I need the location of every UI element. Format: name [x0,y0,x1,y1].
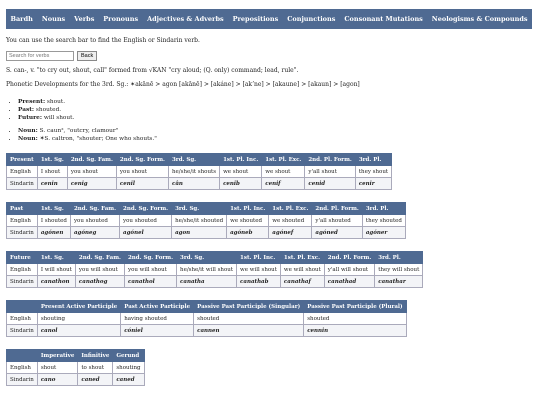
column-header: 3rd. Sg. [172,203,227,215]
nav-nouns[interactable]: Nouns [41,15,66,23]
table-row [7,215,406,227]
list-item: • Past: shouted. [18,106,74,114]
column-header: 1st. Pl. Inc. [227,203,269,215]
table-cell: I shouted [37,215,70,227]
table-row [7,178,392,190]
row-label: Sindarin [7,276,38,288]
table-cell: cenif [262,178,305,190]
row-label: English [7,264,38,276]
row-label: Sindarin [7,227,38,239]
table-row [7,313,407,325]
table-row [7,227,406,239]
column-header: Passive Past Participle (Singular) [194,301,304,313]
table-cell: agóneb [227,227,269,239]
nav-verbs[interactable]: Verbs [74,15,95,23]
table-row [7,166,392,178]
nav-bardh[interactable]: Bardh [10,15,33,23]
search-bar [6,51,97,61]
column-header: 2nd. Pl. Form. [305,154,355,166]
row-label: English [7,166,38,178]
column-header: 1st. Pl. Inc. [237,252,281,264]
column-header: 2nd. Sg. Fam. [70,203,119,215]
table-cell: canathad [324,276,374,288]
list-item: • Noun: S. caun², "outcry, clamour" [18,127,157,135]
table-cell: shout [37,362,78,374]
table-row [7,374,145,386]
column-header: Gerund [113,350,144,362]
nav-prepositions[interactable]: Prepositions [232,15,279,23]
column-header: Past [7,203,38,215]
tense-list [6,98,74,122]
table-cell: agóneg [70,227,119,239]
column-header: 3rd. Pl. [355,154,391,166]
table-cell: you shouted [70,215,119,227]
table-cell: canathon [37,276,75,288]
table-cell: cân [168,178,219,190]
table-cell: canathol [124,276,176,288]
column-header: Passive Past Participle (Plural) [304,301,406,313]
table-cell: caned [78,374,113,386]
nav-neologisms-compounds[interactable]: Neologisms & Compounds [431,15,528,23]
table-cell: you will shout [124,264,176,276]
table-cell: I will shout [37,264,75,276]
nav-adjectives-adverbs[interactable]: Adjectives & Adverbs [147,15,224,23]
column-header [7,350,38,362]
table-cell: shouting [113,362,144,374]
future-table [6,251,423,288]
table-cell: canathab [237,276,281,288]
table-cell: he/she/it shouted [172,215,227,227]
table-cell: shouted [304,313,406,325]
table-cell: we will shout [237,264,281,276]
table-cell: y'all shout [305,166,355,178]
table-cell: agónen [37,227,70,239]
table-cell: cenir [355,178,391,190]
intro-text: You can use the search bar to find the English or Sindarin verb. [6,37,200,44]
imperative-table [6,349,145,386]
table-cell: you shout [67,166,116,178]
column-header: Infinitive [78,350,113,362]
table-cell: cóniel [121,325,194,337]
table-cell: canathog [75,276,124,288]
table-cell: canathar [375,276,423,288]
column-header: 1st. Sg. [37,203,70,215]
table-cell: we shout [220,166,262,178]
column-header: Present [7,154,38,166]
table-cell: canathaf [280,276,324,288]
column-header: 1st. Sg. [37,154,67,166]
table-cell: I shout [37,166,67,178]
table-cell: agónef [269,227,312,239]
table-cell: he/she/it will shout [177,264,237,276]
table-cell: cenig [67,178,116,190]
table-cell: cenil [116,178,168,190]
table-cell: shouting [37,313,120,325]
row-label: Sindarin [7,374,38,386]
table-cell: they will shout [375,264,423,276]
table-cell: canol [37,325,120,337]
column-header: 2nd. Sg. Form. [120,203,172,215]
table-row [7,276,423,288]
table-row [7,362,145,374]
table-cell: cenid [305,178,355,190]
table-row [7,325,407,337]
table-row [7,264,423,276]
table-cell: you shouted [120,215,172,227]
table-cell: y'all will shout [324,264,374,276]
column-header: 2nd. Pl. Form. [324,252,374,264]
table-cell: cenin [37,178,67,190]
table-cell: we shout [262,166,305,178]
column-header: 1st. Pl. Exc. [280,252,324,264]
table-cell: agon [172,227,227,239]
row-label: Sindarin [7,178,38,190]
list-item: • Future: will shout. [18,114,74,122]
list-item: • Present: shout. [18,98,74,106]
nav-consonant-mutations[interactable]: Consonant Mutations [344,15,423,23]
row-label: Sindarin [7,325,38,337]
table-cell: y'all shouted [312,215,362,227]
participle-table [6,300,407,337]
column-header: 3rd. Sg. [168,154,219,166]
table-cell: agónel [120,227,172,239]
column-header: 2nd. Pl. Form. [312,203,362,215]
verb-entry: S. can-, v. "to cry out, shout, call" formed from √KAN "cry aloud; (Q. only) command; lead, rule". [6,67,299,74]
column-header: 1st. Pl. Exc. [262,154,305,166]
table-cell: he/she/it shouts [168,166,219,178]
column-header: 3rd. Pl. [362,203,405,215]
back-button[interactable]: Back [77,51,97,61]
table-cell: having shouted [121,313,194,325]
nav-conjunctions[interactable]: Conjunctions [287,15,336,23]
search-input[interactable] [6,51,74,61]
row-label: English [7,215,38,227]
nav-pronouns[interactable]: Pronouns [103,15,139,23]
list-item: • Noun: ✶S. caltron, "shouter; One who shouts." [18,135,157,143]
column-header: 2nd. Sg. Fam. [67,154,116,166]
column-header: 2nd. Sg. Form. [116,154,168,166]
table-cell: shouted [194,313,304,325]
column-header: Past Active Participle [121,301,194,313]
table-cell: agóner [362,227,405,239]
column-header: 2nd. Sg. Fam. [75,252,124,264]
column-header [7,301,38,313]
table-cell: cennin [304,325,406,337]
column-header: Future [7,252,38,264]
table-cell: caned [113,374,144,386]
column-header: Imperative [37,350,78,362]
column-header: 1st. Pl. Exc. [269,203,312,215]
row-label: English [7,362,38,374]
column-header: 3rd. Sg. [177,252,237,264]
past-table [6,202,406,239]
present-table [6,153,392,190]
noun-list [6,127,157,143]
table-cell: agóned [312,227,362,239]
table-cell: they shouted [362,215,405,227]
table-cell: we will shout [280,264,324,276]
table-cell: you will shout [75,264,124,276]
table-cell: they shout [355,166,391,178]
column-header: 3rd. Pl. [375,252,423,264]
column-header: 1st. Pl. Inc. [220,154,262,166]
table-cell: cano [37,374,78,386]
table-cell: cenib [220,178,262,190]
top-navigation [6,9,532,29]
table-cell: we shouted [269,215,312,227]
row-label: English [7,313,38,325]
table-cell: you shout [116,166,168,178]
table-cell: to shout [78,362,113,374]
column-header: 2nd. Sg. Form. [124,252,176,264]
column-header: Present Active Participle [37,301,120,313]
table-cell: cannen [194,325,304,337]
column-header: 1st. Sg. [37,252,75,264]
phonetic-developments: Phonetic Developments for the 3rd. Sg.: ✶akānē > agon [akānē] > [akáne] > [akʼne] > [akaune] > [akaun] > [agon] [6,81,360,88]
table-cell: canatha [177,276,237,288]
table-cell: we shouted [227,215,269,227]
